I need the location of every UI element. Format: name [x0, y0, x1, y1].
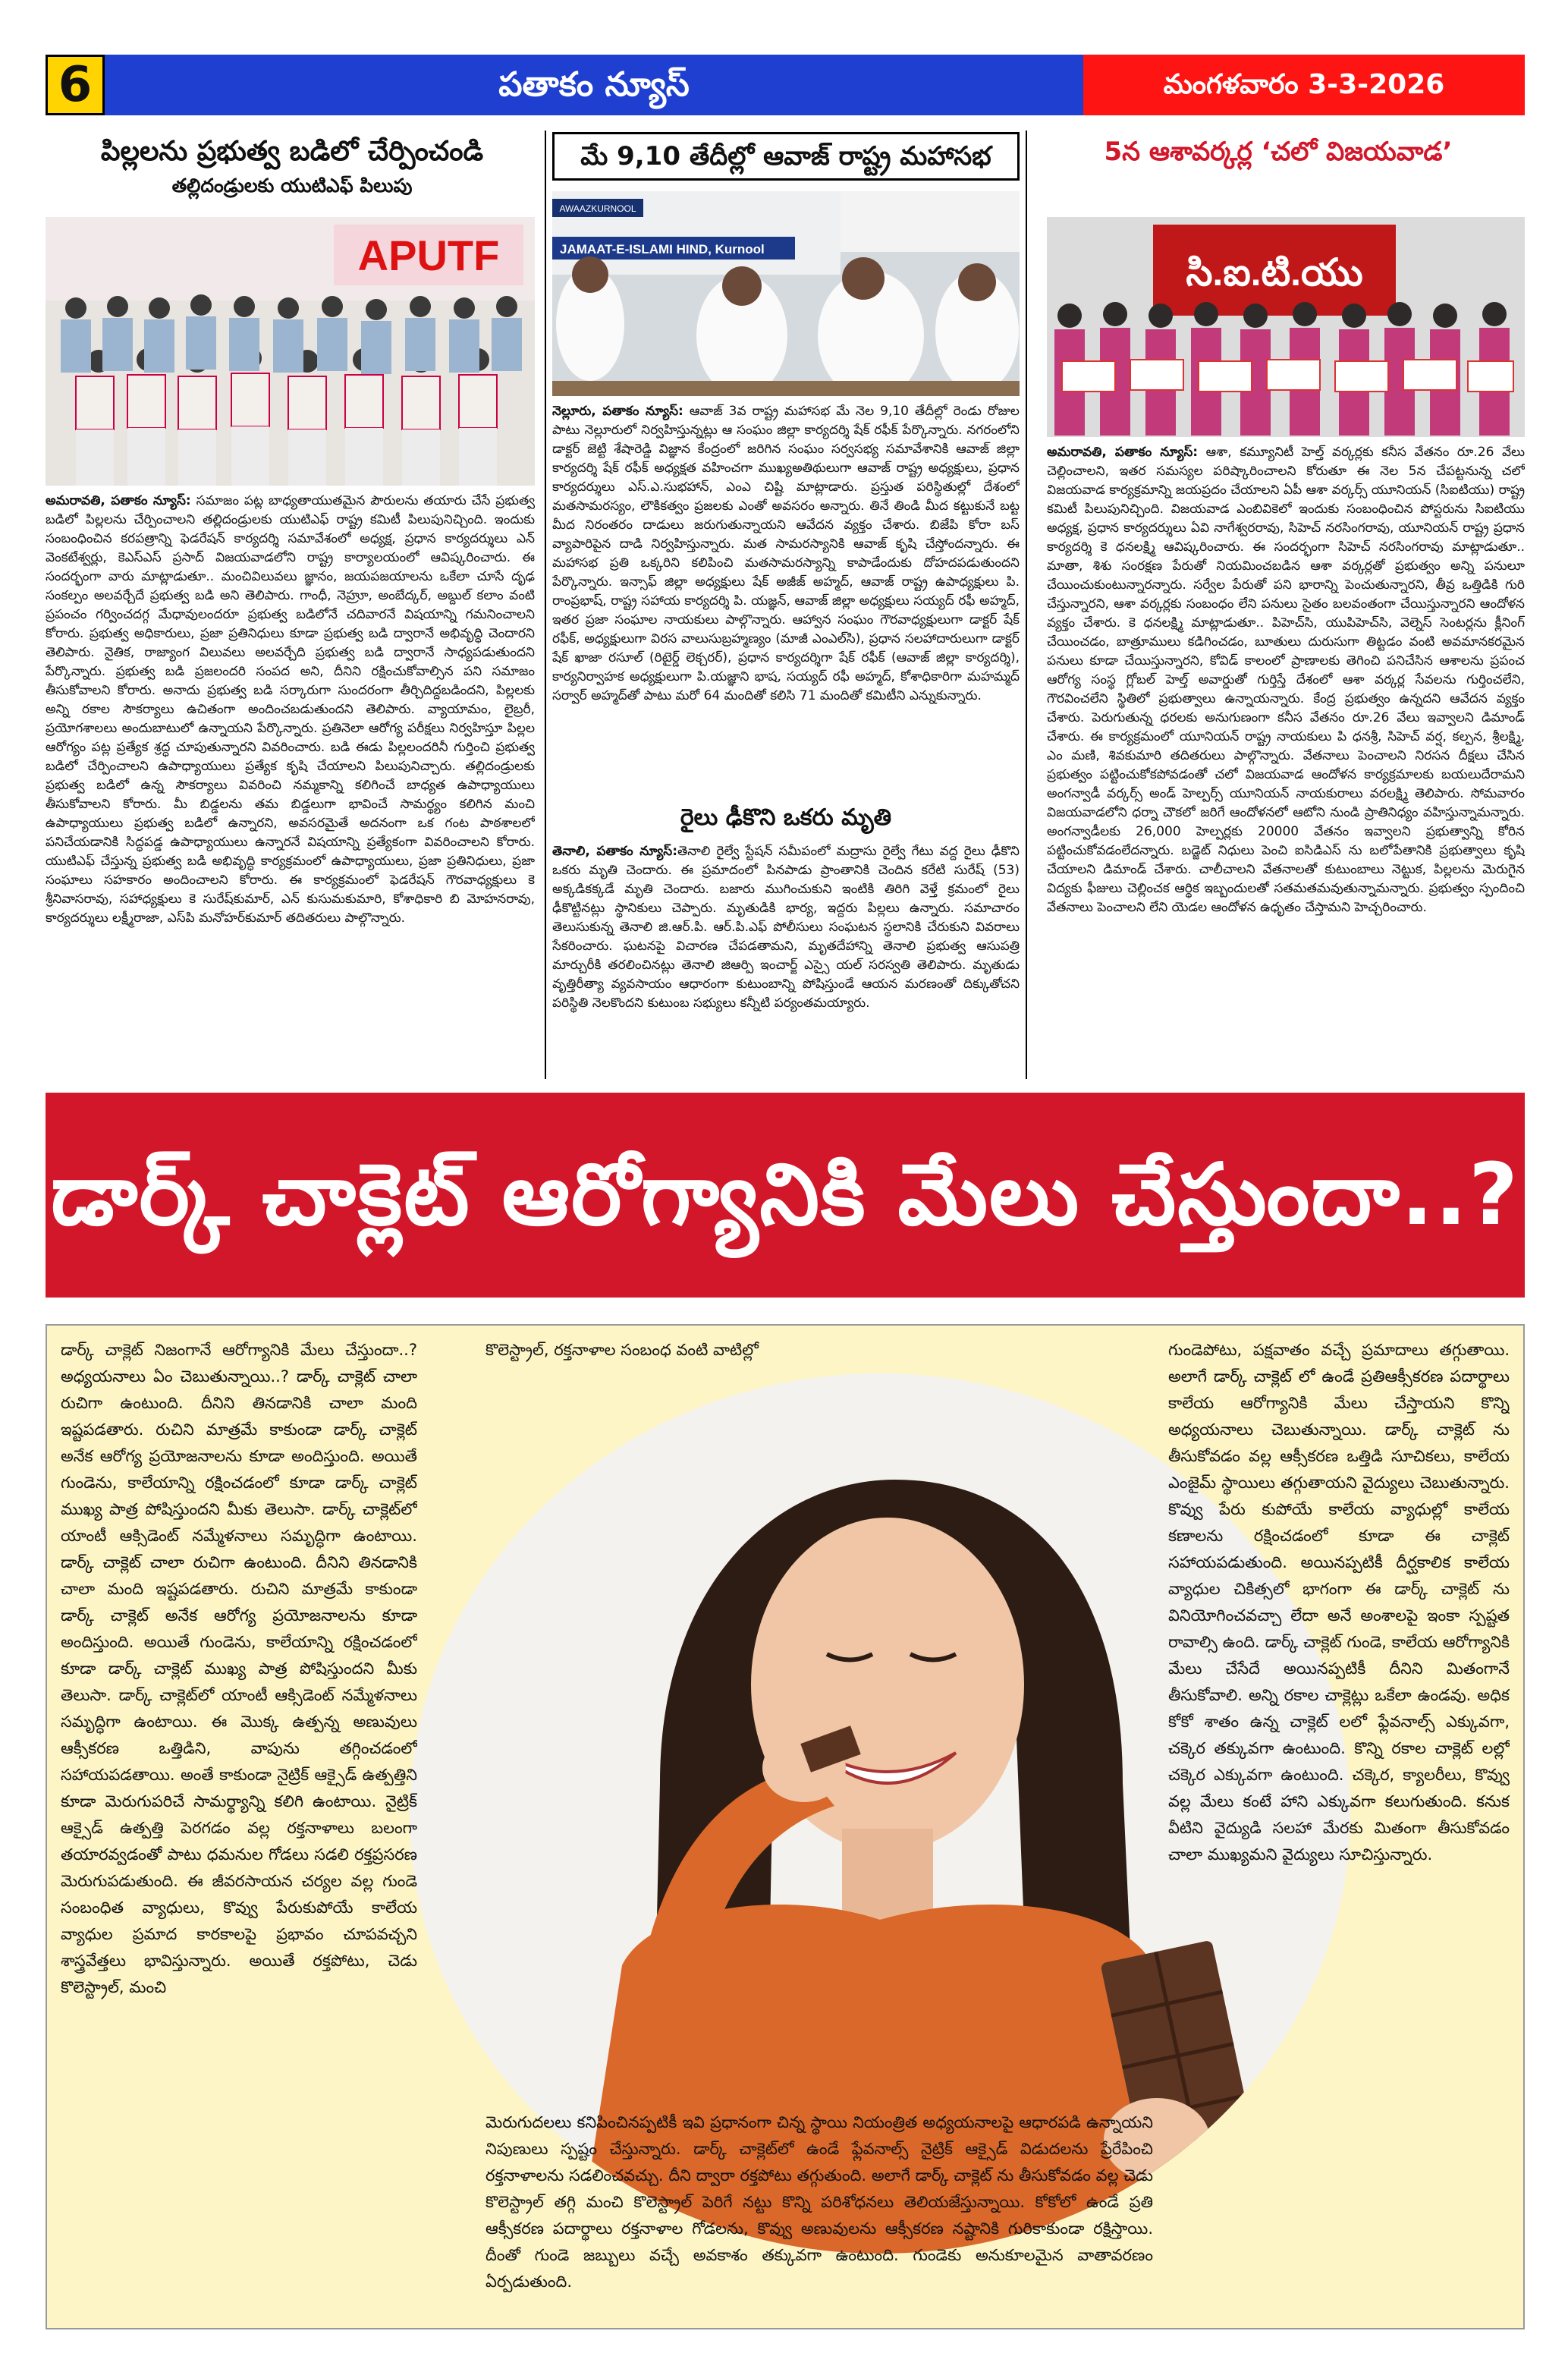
edition-date: మంగళవారం 3-3-2026: [1083, 55, 1525, 115]
story2-dateline: నెల్లూరు, పతాకం న్యూస్:: [552, 404, 683, 419]
story1-text: సమాజం పట్ల బాధ్యతాయుతమైన పౌరులను తయారు చేసే ప్రభుత్వ బడిలో పిల్లలను చేర్పించాలని తల్లిదండ్రులకు యుటిఎఫ్ రాష్ట్ర కమిటీ పిలుపునిచ్చింది. ఇందుకు సంబంధించిన కరపత్రాన్ని ఫెడరేషన్ కార్యదర్శి సమావేశంలో అధ్యక్ష, ప్రధాన కార్యదర్శులు ఎన్ వెంకటేశ్వర్లు, కెఎస్ఎస్ ప్రసాద్ విజయవాడలోని రాష్ట్ర కార్యాలయంలో ఆవిష్కరించారు. ఈ సందర్భంగా వారు మాట్లాడుతూ.. మంచివిలువలు జ్ఞానం, జయపజయాలను ఒకేలా చూసే దృఢ సంకల్పం అలవర్చేదే ప్రభుత్వ బడి అని తెలిపారు. గాంధీ, నెహ్రూ, అంబేద్కర్, అబ్దుల్ కలాం వంటి ప్రపంచం గర్వించదగ్గ మేధావులందరూ ప్రభుత్వ బడిలోనే చదివారనే విషయాన్ని గమనించాలని కోరారు. ప్రభుత్వ అధికారులు, ప్రజా ప్రతినిధులు కూడా ప్రభుత్వ బడి ద్వారానే అభివృద్ధి చెందారని తెలిపారు. నైతిక, రాజ్యాంగ విలువలు అలవర్చేది ప్రభుత్వ బడి ద్వారానే సాధ్యపడుతుందని పేర్కొన్నారు. ప్రభుత్వ బడి ప్రజలందరి సంపద అని, దీనిని రక్షించుకోవాల్సిన పని సమాజం తీసుకోవాలని కోరారు. అనాదు ప్రభుత్వ బడి సర్కారుగా సుందరంగా తీర్చిదిద్దబడిందని, పిల్లలకు అన్ని రకాల సౌకర్యాలు ఉచితంగా అందించబడుతుందని తెలిపారు. వ్యాయామం, లైబ్రరీ, ప్రయోగశాలలు అందుబాటులో ఉన్నాయని పేర్కొన్నారు. ప్రతినెలా ఆరోగ్య పరీక్షలు నిర్వహిస్తూ పిల్లల ఆరోగ్యం పట్ల ప్రత్యేక శ్రద్ధ చూపుతున్నారని వివరించారు. బడి ఈడు పిల్లలందరినీ గుర్తించి ప్రభుత్వ బడిలో చేర్పించాలని ఉపాధ్యాయులు ప్రత్యేక కృషి చేయాలని పిలుపునిచ్చారు. తల్లిదండ్రులకు ప్రభుత్వ బడిలో ఉన్న సౌకర్యాలు వివరించి నమ్మకాన్ని కలిగించే బాధ్యత ఉపాధ్యాయులు తీసుకోవాలని కోరారు. మీ బిడ్డలను తమ బిడ్డలుగా భావించే సామర్థ్యం కలిగిన మంచి ఉపాధ్యాయులు ప్రభుత్వ బడిలో ఉన్నారని, అవసరమైతే అదనంగా ఒక గంట పాఠశాలలో పనిచేయడానికి సిద్ధపడ్డ ఉపాధ్యాయులు ఉన్నారనే విషయాన్ని ప్రత్యేకంగా వివరించాలని కోరారు. యుటిఎఫ్ చేస్తున్న ప్రభుత్వ బడి అభివృద్ధి కార్యక్రమంలో ఉపాధ్యాయులు, ప్రజా ప్రతినిధులు, ప్రజా సంఘాలు సహకారం అందించాలని కోరారు. ఈ కార్యక్రమంలో ఫెడరేషన్ గౌరవాధ్యక్షులు కె శ్రీనివాసరావు, సహాధ్యక్షులు కె సురేష్‌కుమార్, ఎన్ కుసుమకుమారి, కోశాధికారి బి మోహనరావు, కార్యదర్శులు లక్ష్మీరాజా, ఎస్‌పి మనోహర్‌కుమార్ తదితరులు పాల్గొన్నారు.: [46, 493, 535, 926]
page-number: 6: [46, 55, 105, 115]
story2b-text: తెనాలి రైల్వే స్టేషన్ సమీపంలో మద్రాసు రైల్వే గేటు వద్ద రైలు ఢీకొని ఒకరు మృతి చెందారు. ఈ ప్రమాదంలో పినపాడు ప్రాంతానికి చెందిన కరేటి సురేష్ (53) అక్కడికక్కడే మృతి చెందారు. బజారు ముగించుకుని ఇంటికి తిరిగి వెళ్తే క్రమంలో రైలు ఢీకొట్టినట్లు స్థానికులు చెప్పారు. మృతుడికి భార్య, ఇద్దరు పిల్లలు ఉన్నారు. సమాచారం తెలుసుకున్న తెనాలి జి.ఆర్.పి. ఆర్.పి.ఎఫ్ పోలీసులు సంఘటన స్థలానికి చేరుకుని వివరాలు సేకరించారు. ఘటనపై విచారణ చేపడతామని, మృతదేహాన్ని తెనాలి ప్రభుత్వ ఆసుపత్రి మార్చురీకి తరలించినట్లు తెనాలి జిఆర్పి ఇంచార్జ్ ఎస్సై యల్ సరస్వతి తెలిపారు. మృతుడు వృత్తిరీత్యా వ్యవసాయం ఆధారంగా కుటుంబాన్ని పోషిస్తుండే ఆయన మరణంతో దిక్కుతోచని పరిస్థితి నెలకొందని కుటుంబ సభ్యులు కన్నీటి పర్యంతమయ్యారు.: [552, 844, 1020, 1011]
photo-tag-text: AWAAZKURNOOL: [559, 203, 636, 214]
feature-right-column: గుండెపోటు, పక్షవాతం వచ్చే ప్రమాదాలు తగ్గుతాయి. అలాగే డార్క్ చాక్లెట్ లో ఉండే ప్రతిఆక్సీకరణ పదార్థాలు కాలేయ ఆరోగ్యానికి మేలు చేస్తాయని కొన్ని అధ్యయనాలు చెబుతున్నాయి. డార్క్ చాక్లెట్ ను తీసుకోవడం వల్ల ఆక్సీకరణ ఒత్తిడి సూచికలు, కాలేయ ఎంజైమ్ స్థాయిలు తగ్గుతాయని వైద్యులు చెబుతున్నారు. కొవ్వు పేరు కుపోయే కాలేయ వ్యాధుల్లో కాలేయ కణాలను రక్షించడంలో కూడా ఈ చాక్లెట్ సహాయపడుతుంది. అయినప్పటికీ దీర్ఘకాలిక కాలేయ వ్యాధుల చికిత్సలో భాగంగా ఈ డార్క్ చాక్లెట్ ను వినియోగించవచ్చా లేదా అనే అంశాలపై ఇంకా స్పష్టత రావాల్సి ఉంది. డార్క్ చాక్లెట్ గుండె, కాలేయ ఆరోగ్యానికి మేలు చేసేదే అయినప్పటికీ దీనిని మితంగానే తీసుకోవాలి. అన్ని రకాల చాక్లెట్లు ఒకేలా ఉండవు. అధిక కోకో శాతం ఉన్న చాక్లెట్ లలో ఫ్లేవనాల్స్ ఎక్కువగా, చక్కెర తక్కువగా ఉంటుంది. కొన్ని రకాల చాక్లెట్ లల్లో చక్కెర ఎక్కువగా ఉంటుంది. చక్కెర, క్యాలరీలు, కొవ్వు వల్ల మేలు కంటే హాని ఎక్కువగా కలుగుతుంది. కనుక వీటిని వైద్యుడి సలహా మేరకు మితంగా తీసుకోవడం చాలా ముఖ్యమని వైద్యులు సూచిస్తున్నారు.: [1168, 1341, 1510, 1864]
asha-workers-poster-image: [1047, 217, 1525, 437]
story1-headline: పిల్లలను ప్రభుత్వ బడిలో చేర్పించండి: [100, 136, 484, 167]
photo-banner-text: JAMAAT-E-ISLAMI HIND, Kurnool: [560, 242, 765, 256]
story3-headline: 5న ఆశావర్కర్ల ‘చలో విజయవాడ’: [1104, 137, 1453, 167]
feature-left-column: డార్క్ చాక్లెట్ నిజంగానే ఆరోగ్యానికి మేలు చేస్తుందా..? అధ్యయనాలు ఏం చెబుతున్నాయి..? డార్క్ చాక్లెట్ చాలా రుచిగా ఉంటుంది. దీనిని తినడానికి చాలా మంది ఇష్టపడతారు. రుచిని మాత్రమే కాకుండా డార్క్ చాక్లెట్ అనేక ఆరోగ్య ప్రయోజనాలను కూడా అందిస్తుంది. అయితే గుండెను, కాలేయాన్ని రక్షించడంలో కూడా డార్క్ చాక్లెట్ ముఖ్య పాత్ర పోషిస్తుందని మీకు తెలుసా. డార్క్ చాక్లెట్‌లో యాంటీ ఆక్సిడెంట్ నమ్మేళనాలు సమృద్ధిగా ఉంటాయి. డార్క్ చాక్లెట్ చాలా రుచిగా ఉంటుంది. దీనిని తినడానికి చాలా మంది ఇష్టపడతారు. రుచిని మాత్రమే కాకుండా డార్క్ చాక్లెట్ అనేక ఆరోగ్య ప్రయోజనాలను కూడా అందిస్తుంది. అయితే గుండెను, కాలేయాన్ని రక్షించడంలో కూడా డార్క్ చాక్లెట్ ముఖ్య పాత్ర పోషిస్తుందని మీకు తెలుసా. డార్క్ చాక్లెట్‌లో యాంటీ ఆక్సిడెంట్ నమ్మేళనాలు సమృద్ధిగా ఉంటాయి. ఈ మొక్క ఉత్పన్న అణువులు ఆక్సీకరణ ఒత్తిడిని, వాపును తగ్గించడంలో సహాయపడతాయి. అంతే కాకుండా నైట్రిక్ ఆక్సైడ్ ఉత్పత్తిని కూడా మెరుగుపరిచే సామర్థ్యాన్ని కలిగి ఉంటాయి. నైట్రిక్ ఆక్సైడ్ ఉత్పత్తి పెరగడం వల్ల రక్తనాళాలు బలంగా తయారవ్వడంతో పాటు ధమనుల గోడలు సడలి రక్తప్రసరణ మెరుగుపడుతుంది. ఈ జీవరసాయన చర్యల వల్ల గుండె సంబంధిత వ్యాధులు, కొవ్వు పేరుకుపోయే కాలేయ వ్యాధుల ప్రమాద కారకాలపై ప్రభావం చూపవచ్చని శాస్త్రవేత్తలు భావిస్తున్నారు. అయితే రక్తపోటు, చెడు కొలెస్ట్రాల్, మంచి: [61, 1341, 417, 1996]
story1-photo: [46, 217, 535, 486]
feature-headline: డార్క్ చాక్లెట్ ఆరోగ్యానికి మేలు చేస్తుందా..?: [51, 1146, 1519, 1244]
photo-banner-text: సి.ఐ.టి.యు: [1186, 251, 1363, 294]
story3-body: [1047, 443, 1525, 1076]
story2-photo: [552, 191, 1020, 396]
story1-subheadline: తల్లిదండ్రులకు యుటిఎఫ్ పిలుపు: [171, 175, 413, 197]
story2-body: [552, 402, 1020, 797]
story2-headline: మే 9,10 తేదీల్లో ఆవాజ్ రాష్ట్ర మహాసభ: [552, 132, 1020, 181]
story3-dateline: అమరావతి, పతాకం న్యూస్:: [1047, 445, 1199, 460]
story2-text: ఆవాజ్ 3వ రాష్ట్ర మహాసభ మే నెల 9,10 తేదీల్లో రెండు రోజుల పాటు నెల్లూరులో నిర్వహిస్తున్నట్లు ఆ సంఘం జిల్లా కార్యదర్శి షేక్ రఫీక్ పేర్కొన్నారు. నగరంలోని డాక్టర్ జెట్టి శేషారెడ్డి విజ్ఞాన కేంద్రంలో జరిగిన సంఘం సర్వసభ్య సమావేశానికి ఆవాజ్ జిల్లా కార్యదర్శి షేక్ రఫీక్ అధ్యక్షత వహించగా ముఖ్యఅతిథులుగా ఆవాజ్ రాష్ట్ర అధ్యక్షులు, ప్రధాన కార్యదర్శులు ఎస్.ఎ.సుభహాన్, ఎంఎ చిష్టి మాట్లాడారు. ప్రస్తుత పరిస్థితుల్లో దేశంలో మతసామరస్యం, లౌకికత్వం ప్రజలకు ఎంతో అవసరం అన్నారు. తినే తిండి మీద కట్టుకునే బట్ట మీద నిరంతరం దాడులు జరుగుతున్నాయని ఆవేదన వ్యక్తం చేశారు. బిజేపి కోరా బస్ వ్యాపారిపైన దాడి నిర్వహిస్తున్నారు. మత సామరస్యానికి ఆవాజ్ కృషి చేస్తోందన్నారు. ఈ మహాసభ ప్రతి ఒక్కరిని కలిపించి మతసామరస్యాన్ని కాపాడేందుకు దోహదపడుతుందని పేర్కొన్నారు. ఇన్సాఫ్ జిల్లా అధ్యక్షులు షేక్ అజీజ్ అహ్మద్, ఆవాజ్ రాష్ట్ర ఉపాధ్యక్షులు పి. రాంప్రభాష్, రాష్ట్ర సహాయ కార్యదర్శి పి. యజ్ఞన్, ఆవాజ్ జిల్లా అధ్యక్షులు సయ్యద్ రఫీ అహ్మద్, ఇతర ప్రజా సంఘాల నాయకులు పాల్గొన్నారు. ఆహ్వాన సంఘం గౌరవాధ్యక్షులుగా డాక్టర్ షేక్ రఫీక్, అధ్యక్షులుగా విరస వాలుసుబ్రహ్మణ్యం (మాజీ ఎంఎల్‌సి), ప్రధాన సలహాదారులుగా డాక్టర్ షేక్ ఖాజా రసూల్ (రిటైర్డ్ లెక్చరర్), ప్రధాన కార్యదర్శిగా షేక్ రఫీక్ (ఆవాజ్ జిల్లా కార్యదర్శి), కార్యనిర్వాహక అధ్యక్షులుగా పి.యజ్ఞాని భాష, సయ్యద్ రఫీ అహ్మద్, కోశాధికారిగా మహమ్మద్ సర్వార్ అహ్మద్‌తో పాటు మరో 64 మందితో కలిసి 71 మందితో కమిటీని ఎన్నుకున్నారు.: [552, 404, 1020, 703]
story1-body: [46, 492, 535, 1076]
story1-dateline: అమరావతి, పతాకం న్యూస్:: [46, 493, 191, 508]
story3-text: ఆశా, కమ్యూనిటీ హెల్త్ వర్కర్లకు కనీస వేతనం రూ.26 వేలు చెల్లించాలని, ఇతర సమస్యల పరిష్కారించాలని కోరుతూ ఈ నెల 5న చేపట్టనున్న చలో విజయవాడ కార్యక్రమాన్ని జయప్రదం చేయాలని ఏపీ ఆశా వర్కర్స్ యూనియన్ (సిఐటియు) రాష్ట్ర కమిటీ పిలుపునిచ్చింది. విజయవాడ ఎంబివికెలో ఇందుకు సంబంధించిన పోస్టరును సిఐటియు అధ్యక్ష, ప్రధాన కార్యదర్శులు ఏవి నాగేశ్వరరావు, సిహెచ్ నరసింగరావు, యూనియన్ రాష్ట్ర ప్రధాన కార్యదర్శి కె ధనలక్ష్మి ఆవిష్కరించారు. ఈ సందర్భంగా సిహెచ్ నరసింగరావు మాట్లాడుతూ.. మాతా, శిశు సంరక్షణ పేరుతో నియమించబడిన ఆశా వర్కర్లతో ప్రభుత్వం అన్ని పనులూ చేయించుకుంటున్నారన్నారు. సర్వేల పేరుతో పని భారాన్ని పెంచుతున్నారని, తీవ్ర ఒత్తిడికి గురి చేస్తున్నారని, ఆశా వర్కర్లకు సంబంధం లేని పనులు సైతం బలవంతంగా చేయిస్తున్నారని ఆందోళన వ్యక్తం చేశారు. కె ధనలక్ష్మి మాట్లాడుతూ.. పిహెచ్‌సి, యుపిహెచ్‌సి, వెల్నెస్ సెంటర్లను క్లీనింగ్ చేయించడం, బాత్రూములు కడిగించడం, బూతులు దురుసుగా తిట్టడం వంటి అవమానకరమైన పనులు కూడా చేయిస్తున్నారని, కోవిడ్ కాలంలో ప్రాణాలకు తెగించి పనిచేసిన ఆశాలను ప్రపంచ ఆరోగ్య సంస్థ గ్లోబల్ హెల్త్ అవార్డుతో గుర్తిస్తే దేశంలో ఆశా వర్కర్ల సేవలను గుర్తించలేని, గౌరవించలేని స్థితిలో ప్రభుత్వాలు ఉన్నాయన్నారు. కేంద్ర ప్రభుత్వం ఉన్నదని ఆవేదన వ్యక్తం చేశారు. పెరుగుతున్న ధరలకు అనుగుణంగా కనీస వేతనం రూ.26 వేలు ఇవ్వాలని డిమాండ్ చేశారు. ఈ కార్యక్రమంలో యూనియన్ రాష్ట్ర నాయకులు పి ధనశ్రీ, సిహెచ్ వర్ష, కల్పన, శ్రీలక్ష్మి, ఎం మణి, శివకుమారి తదితరులు పాల్గొన్నారు. వేతనాలు పెంచాలని నిరసన దీక్షలు చేసిన ప్రభుత్వం పట్టించుకోకపోవడంతో చలో విజయవాడ ఆందోళన కార్యక్రమాలకు బయలుదేరామని అంగన్వాడీ వర్కర్స్ అండ్ హెల్పర్స్ యూనియన్ నాయకురాలు వరలక్ష్మి తెలిపారు. సోమవారం విజయవాడలోని ధర్నా చౌకలో జరిగే ఆందోళనలో ఆటోని నుండి ప్రాతినిధ్యం వహిస్తున్నామన్నారు. అంగన్వాడీలకు 26,000 హెల్పర్లకు 20000 వేతనం ఇవ్వాలని ప్రభుత్వాన్ని కోరిన పట్టించుకోవడంలేదన్నారు. బడ్జెట్ నిధులు పెంచి ఐసిడిఎస్ ను బలోపేతానికి ప్రభుత్వాలు కృషి చేయాలని డిమాండ్ చేశారు. చాలీచాలని వేతనాలతో కుటుంబాలు నెట్టుక, పిల్లలను మెరుగైన విద్యకు ఫీజులు చెల్లించక ఆర్థిక ఇబ్బందులతో సతమతమవుతున్నామన్నారు. ప్రభుత్వం స్పందించి వేతనాలు పెంచాలని లేని యెడల ఆందోళన ఉధృతం చేస్తామని హెచ్చరించారు.: [1047, 445, 1525, 915]
column-rule: [545, 131, 546, 1079]
press-meet-image: [552, 191, 1020, 396]
column-rule: [1026, 131, 1027, 1079]
paper-name: పతాకం న్యూస్: [105, 55, 1083, 115]
photo-banner-text: APUTF: [357, 231, 500, 279]
group-with-pamphlets-image: [46, 217, 535, 486]
feature-mid-bottom: మెరుగుదలలు కనిపించినప్పటికీ ఇవి ప్రధానంగా చిన్న స్థాయి నియంత్రిత అధ్యయనాలపై ఆధారపడి ఉన్నాయని నిపుణులు స్పష్టం చేస్తున్నారు. డార్క్ చాక్లెట్‌లో ఉండే ఫ్లేవనాల్స్ నైట్రిక్ ఆక్సైడ్ విడుదలను ప్రేరేపించి రక్తనాళాలను సడలించవచ్చు. దీని ద్వారా రక్తపోటు తగ్గుతుంది. అలాగే డార్క్ చాక్లెట్ ను తీసుకోవడం వల్ల చెడు కొలెస్ట్రాల్ తగ్గి మంచి కొలెస్ట్రాల్ పెరిగే నట్టు కొన్ని పరిశోధనలు తెలియజేస్తున్నాయి. కోకోలో ఉండే ప్రతి ఆక్సీకరణ పదార్థాలు రక్తనాళాల గోడలను, కొవ్వు అణువులను ఆక్సీకరణ నష్టానికి గురికాకుండా రక్షిస్తాయి. దీంతో గుండె జబ్బులు వచ్చే అవకాశం తక్కువగా ఉంటుంది. గుండెకు అనుకూలమైన వాతావరణం ఏర్పడుతుంది.: [485, 2113, 1153, 2291]
story2b-dateline: తెనాలి, పతాకం న్యూస్:: [552, 844, 678, 859]
story2b-headline: రైలు ఢీకొని ఒకరు మృతి: [680, 804, 892, 831]
story2b-body: [552, 842, 1020, 1076]
feature-mid-top: కొలెస్ట్రాల్, రక్తనాళాల సంబంధ వంటి వాటిల్లో: [485, 1341, 759, 1359]
story3-photo: [1047, 217, 1525, 437]
